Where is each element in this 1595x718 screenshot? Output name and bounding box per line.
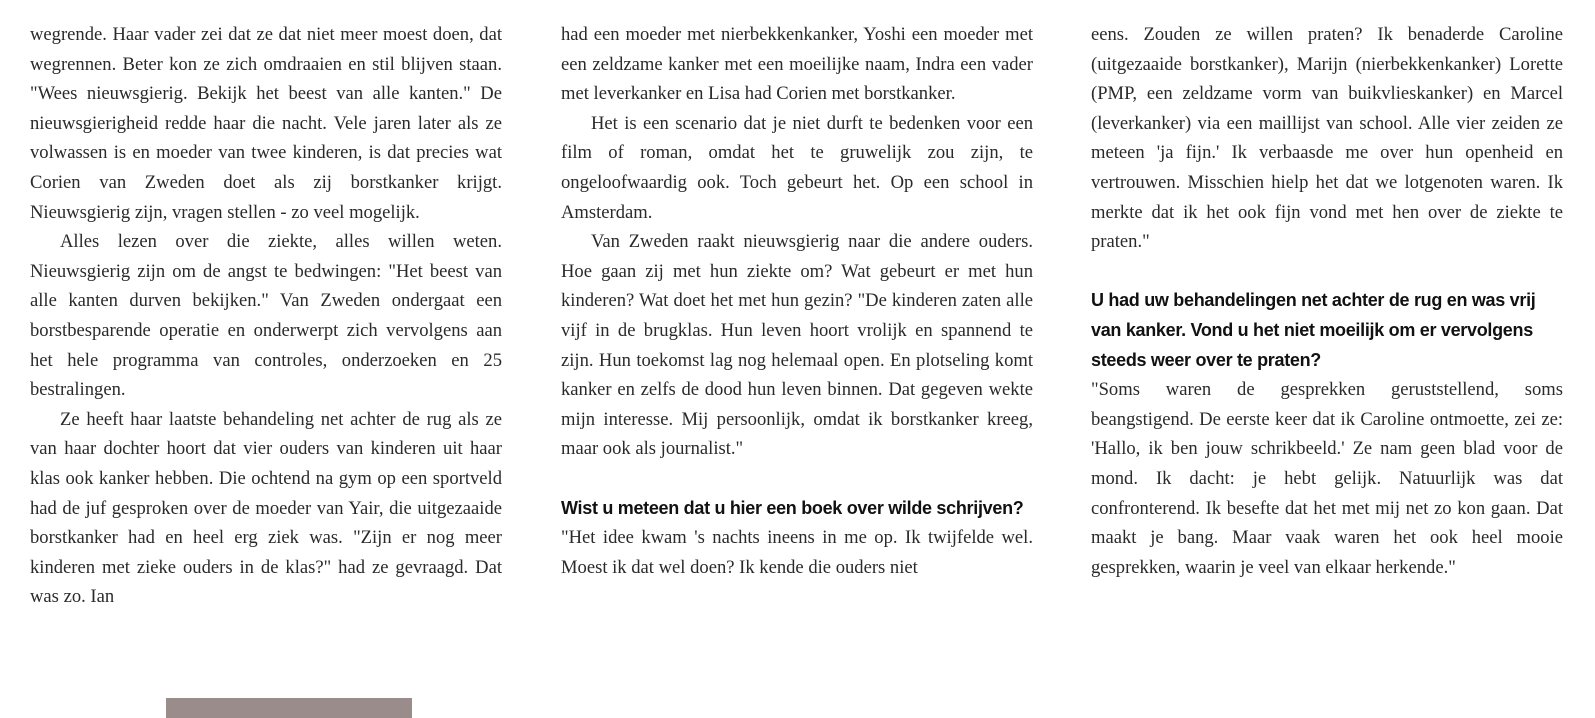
paragraph: eens. Zouden ze willen praten? Ik benaderde Caroline (uitgezaaide borstkanker), Marijn (nierbekkenkanker) Lorette (PMP, een zeldzame vorm van buikvlieskanker) en Marcel (leverkanker) via een maillijst van school. Alle vier zeiden ze meteen 'ja fijn.' Ik verbaasde me over hun openheid en vertrouwen. Misschien hielp het dat we lotgenoten waren. Ik merkte dat ik het ook fijn vond met hen over de ziekte te praten."	[1091, 24, 1563, 253]
interview-question-heading: U had uw behandelingen net achter de rug en was vrij van kanker. Vond u het niet moeilijk om er vervolgens steeds weer over te praten?	[1091, 290, 1536, 370]
article-column-2	[561, 20, 1033, 582]
article-column-3	[1091, 20, 1563, 582]
interview-question-heading: Wist u meteen dat u hier een boek over wilde schrijven?	[561, 497, 1024, 518]
paragraph: Alles lezen over die ziekte, alles willen weten. Nieuwsgierig zijn om de angst te bedwingen: "Het beest van alle kanten durven bekijken." Van Zweden ondergaat een borstbesparende operatie en onderwerpt zich vervolgens aan het hele programma van controles, onderzoeken en 25 bestralingen.	[30, 231, 502, 401]
paragraph: Ze heeft haar laatste behandeling net achter de rug als ze van haar dochter hoort dat vier ouders van kinderen uit haar klas ook kanker hebben. Die ochtend na gym op een sportveld had de juf gesproken over de moeder van Yair, die uitgezaaide borstkanker had en heel erg ziek was. "Zijn er nog meer kinderen met zieke ouders in de klas?" had ze gevraagd. Dat was zo. Ian	[30, 408, 502, 608]
paragraph: had een moeder met nierbekkenkanker, Yoshi een moeder met een zeldzame kanker met een moeilijke naam, Indra een vader met leverkanker en Lisa had Corien met borstkanker.	[561, 24, 1033, 105]
article-column-1	[30, 20, 502, 612]
paragraph: Van Zweden raakt nieuwsgierig naar die andere ouders. Hoe gaan zij met hun ziekte om? Wat gebeurt er met hun kinderen? Wat doet het met hun gezin? "De kinderen zaten alle vijf in de brugklas. Hun leven hoort vrolijk en spannend te zijn. Hun toekomst lag nog helemaal open. En plotseling komt kanker en zelfs de dood hun leven binnen. Dat gegeven wekte mijn interesse. Mij persoonlijk, omdat ik borstkanker kreeg, maar ook als journalist."	[561, 231, 1033, 460]
paragraph: wegrende. Haar vader zei dat ze dat niet meer moest doen, dat wegrennen. Beter kon ze zich omdraaien en stil blijven staan. "Wees nieuwsgierig. Bekijk het beest van alle kanten." De nieuwsgierigheid redde haar die nacht. Vele jaren later als ze volwassen is en moeder van twee kinderen, is dat precies wat Corien van Zweden doet als zij borstkanker krijgt. Nieuwsgierig zijn, vragen stellen - zo veel mogelijk.	[30, 24, 502, 223]
paragraph: "Soms waren de gesprekken geruststellend, soms beangstigend. De eerste keer dat ik Caroline ontmoette, zei ze: 'Hallo, ik ben jouw schrikbeeld.' Ze nam geen blad voor de mond. Ik dacht: je hebt gelijk. Natuurlijk was dat confronterend. Ik besefte dat het met mij net zo kon gaan. Dat maakt je bang. Maar vaak waren het ook heel mooie gesprekken, waarin je veel van elkaar herkende."	[1091, 379, 1563, 578]
paragraph: Het is een scenario dat je niet durft te bedenken voor een film of roman, omdat het te gruwelijk zou zijn, te ongeloofwaardig ook. Toch gebeurt het. Op een school in Amsterdam.	[561, 112, 1033, 223]
paragraph: "Het idee kwam 's nachts ineens in me op. Ik twijfelde wel. Moest ik dat wel doen? Ik kende die ouders niet	[561, 527, 1033, 578]
decorative-bar	[166, 698, 412, 718]
